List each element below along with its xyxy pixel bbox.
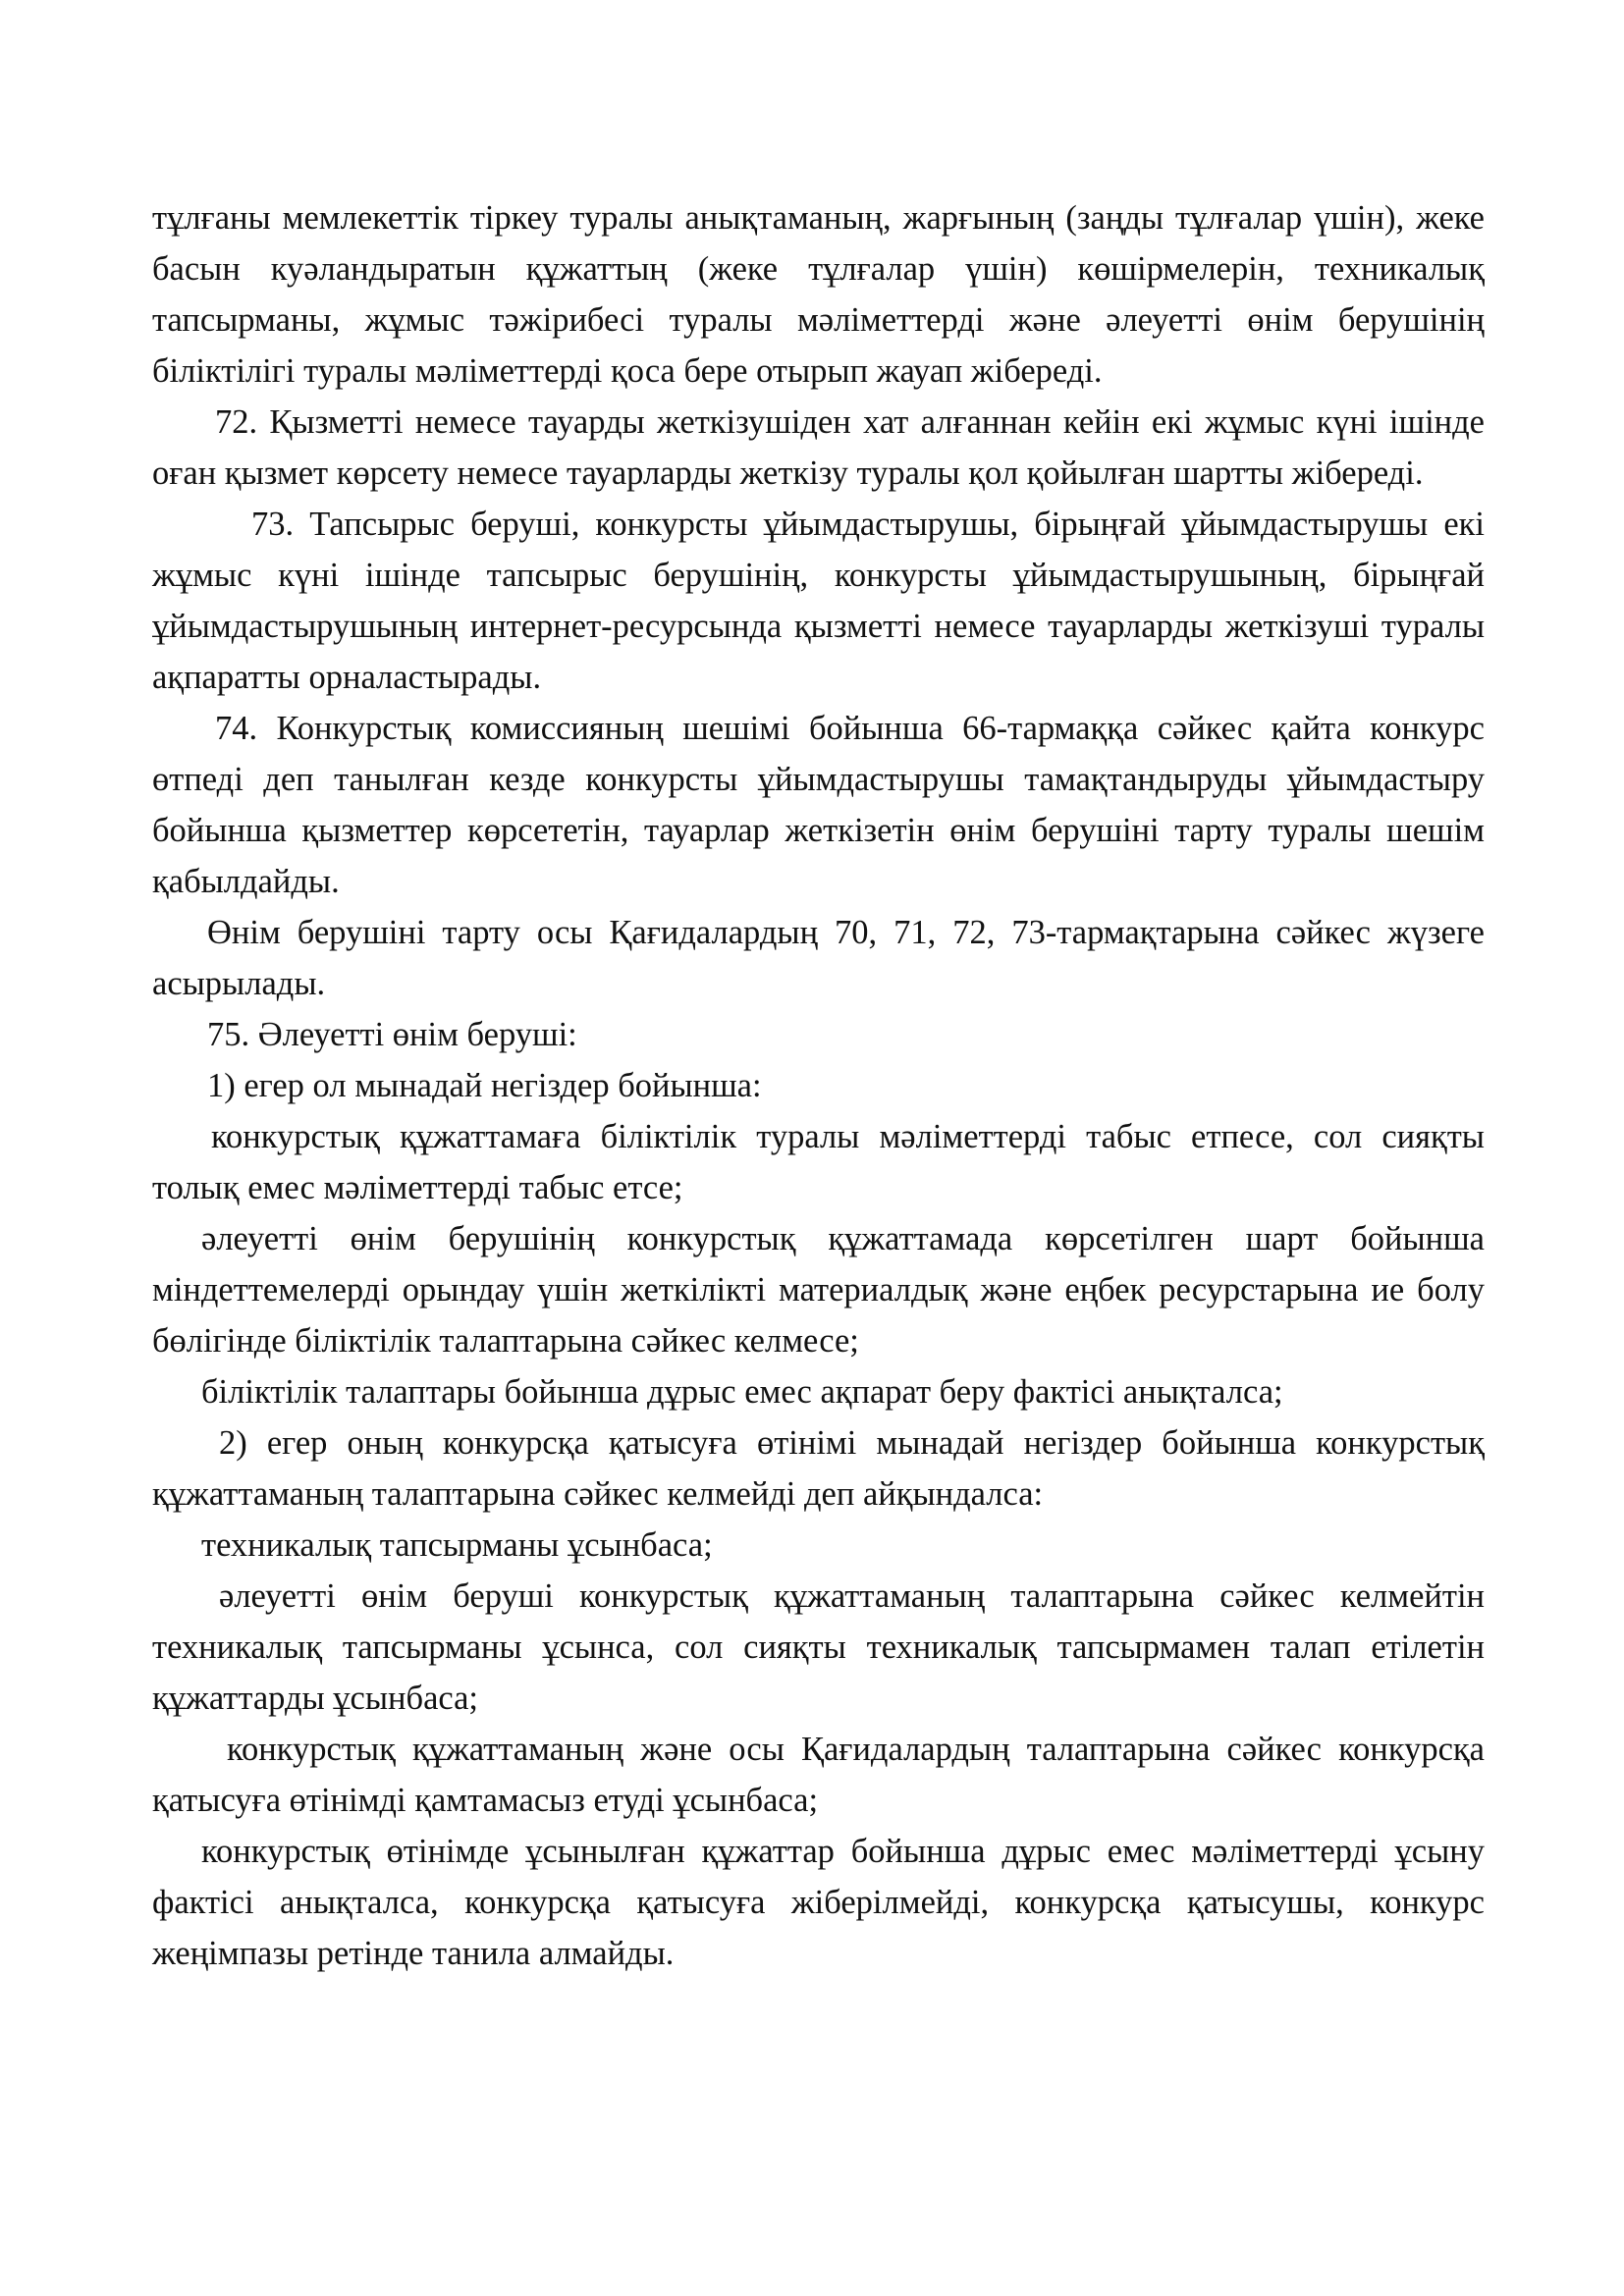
paragraph-74-second: Өнім берушіні тарту осы Қағидалардың 70, 71, 72, 73-тармақтарына сәйкес жүзеге асырылады. <box>152 914 1485 1002</box>
list-item-2-a: техникалық тапсырманы ұсынбаса; <box>201 1526 713 1564</box>
paragraph-73: 73. Тапсырыс беруші, конкурсты ұйымдастырушы, бірыңғай ұйымдастырушы екі жұмыс күні ішінде тапсырыс берушінің, конкурсты ұйымдастырушының, бірыңғай ұйымдастырушының интернет-ресурсында қызметті немесе тауарларды жеткізуші туралы ақпаратты орналастырады. <box>152 506 1485 696</box>
list-item-1: 1) егер ол мынадай негіздер бойынша: <box>207 1067 762 1104</box>
paragraph-continuation: тұлғаны мемлекеттік тіркеу туралы анықтаманың, жарғының (заңды тұлғалар үшін), жеке басын куәландыратын құжаттың (жеке тұлғалар үшін) көшірмелерін, техникалық тапсырманы, жұмыс тәжірибесі туралы мәліметтерді және әлеуетті өнім берушінің біліктілігі туралы мәліметтерді қоса бере отырып жауап жібереді. <box>152 199 1485 390</box>
list-item-2-c: конкурстық құжаттаманың және осы Қағидалардың талаптарына сәйкес конкурсқа қатысуға өтінімді қамтамасыз етуді ұсынбаса; <box>152 1731 1485 1819</box>
paragraph-75: 75. Әлеуетті өнім беруші: <box>207 1016 577 1053</box>
document-page <box>152 192 1485 1979</box>
list-item-1-a: конкурстық құжаттамаға біліктілік туралы мәліметтерді табыс етпесе, сол сияқты толық емес мәліметтерді табыс етсе; <box>152 1118 1485 1206</box>
list-item-2-b: әлеуетті өнім беруші конкурстық құжаттаманың талаптарына сәйкес келмейтін техникалық тапсырманы ұсынса, сол сияқты техникалық тапсырмамен талап етілетін құжаттарды ұсынбаса; <box>152 1577 1485 1717</box>
list-item-2: 2) егер оның конкурсқа қатысуға өтінімі мынадай негіздер бойынша конкурстық құжаттаманың талаптарына сәйкес келмейді деп айқындалса: <box>152 1424 1485 1513</box>
paragraph-74: 74. Конкурстық комиссияның шешімі бойынша 66-тармаққа сәйкес қайта конкурс өтпеді деп танылған кезде конкурсты ұйымдастырушы тамақтандыруды ұйымдастыру бойынша қызметтер көрсететін, тауарлар жеткізетін өнім берушіні тарту туралы шешім қабылдайды. <box>152 710 1485 900</box>
list-item-1-c: біліктілік талаптары бойынша дұрыс емес ақпарат беру фактісі анықталса; <box>201 1373 1283 1411</box>
list-item-2-d: конкурстық өтінімде ұсынылған құжаттар бойынша дұрыс емес мәліметтерді ұсыну фактісі анықталса, конкурсқа қатысуға жіберілмейді, конкурсқа қатысушы, конкурс жеңімпазы ретінде танила алмайды. <box>152 1833 1485 1972</box>
list-item-1-b: әлеуетті өнім берушінің конкурстық құжаттамада көрсетілген шарт бойынша міндеттемелерді орындау үшін жеткілікті материалдық және еңбек ресурстарына ие болу бөлігінде біліктілік талаптарына сәйкес келмесе; <box>152 1220 1485 1360</box>
paragraph-72: 72. Қызметті немесе тауарды жеткізушіден хат алғаннан кейін екі жұмыс күні ішінде оған қызмет көрсету немесе тауарларды жеткізу туралы қол қойылған шартты жібереді. <box>152 403 1485 492</box>
